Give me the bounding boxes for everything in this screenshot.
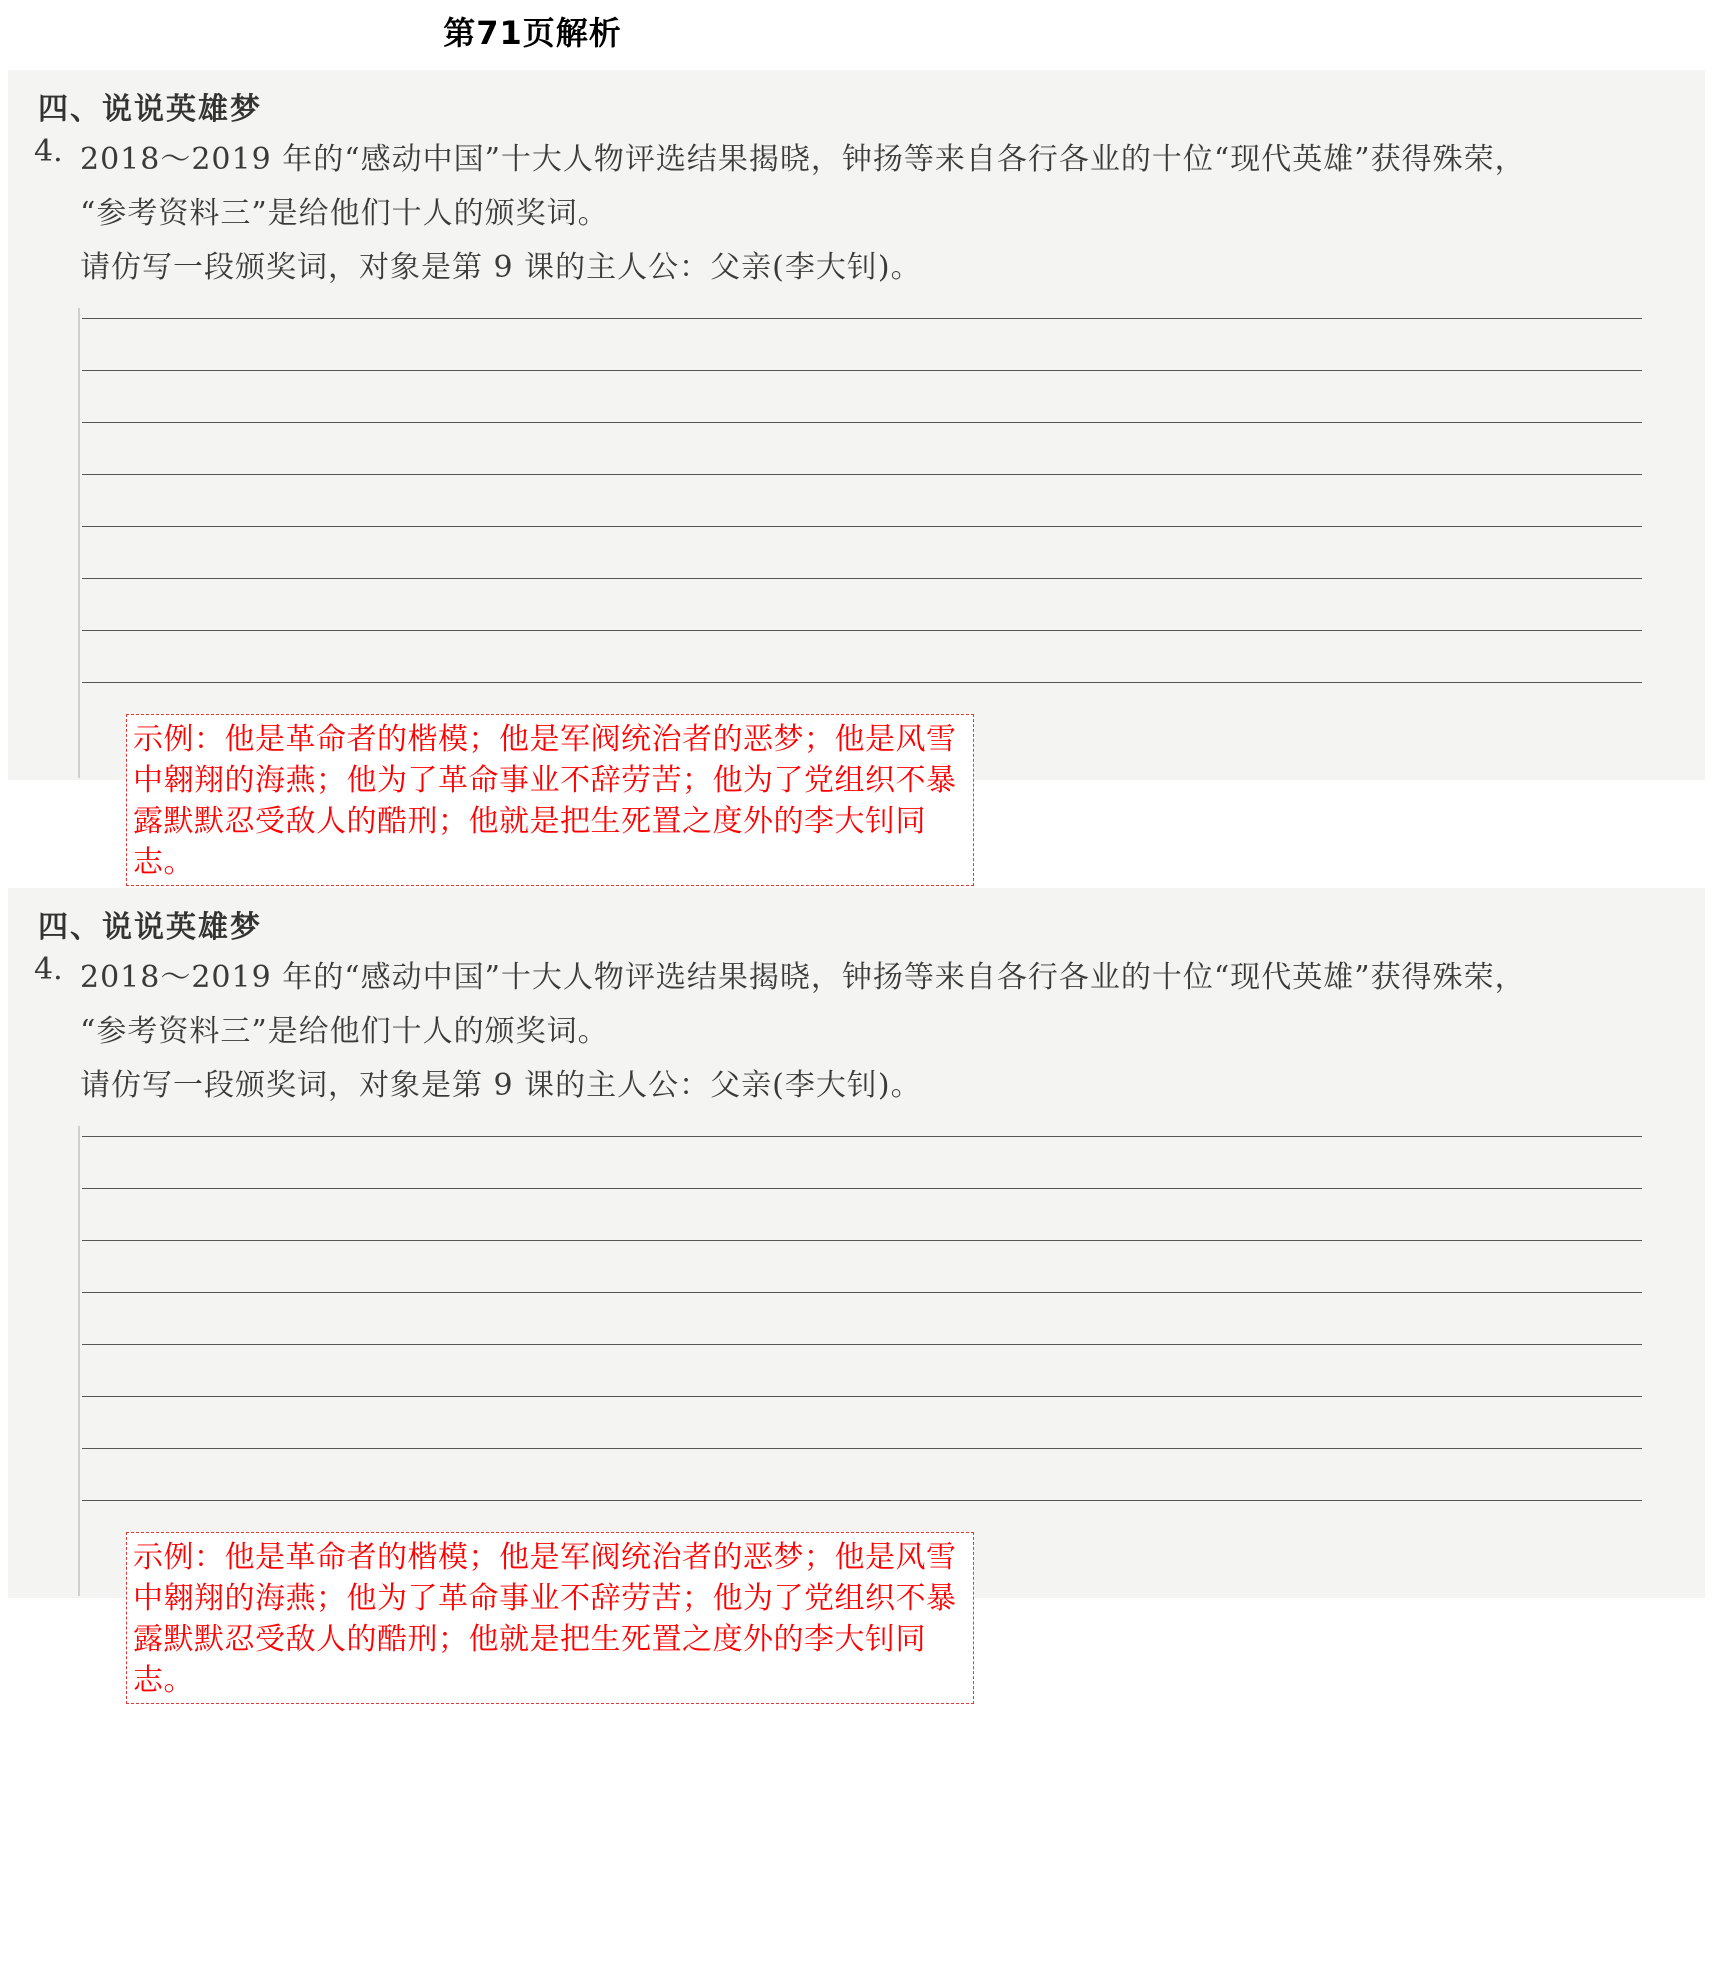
answer-box [126, 1532, 974, 1704]
answer-writing-line [82, 578, 1642, 579]
answer-box [126, 714, 974, 886]
answer-writing-line [82, 630, 1642, 631]
answer-writing-line [82, 422, 1642, 423]
question-scan-2 [8, 888, 1705, 1598]
question-line-1: 2018～2019 年的“感动中国”十大人物评选结果揭晓，钟扬等来自各行各业的十位“现代英雄”获得殊荣， [80, 960, 1526, 995]
answer-writing-line [82, 1500, 1642, 1501]
question-number: 4. [34, 952, 63, 987]
question-scan-1 [8, 70, 1705, 780]
answer-writing-line [82, 1188, 1642, 1189]
margin-rule [78, 308, 80, 778]
answer-text: 示例：他是革命者的楷模；他是军阀统治者的恶梦；他是风雪中翱翔的海燕；他为了革命事业不辞劳苦；他为了党组织不暴露默默忍受敌人的酷刑；他就是把生死置之度外的李大钊同志。 [133, 722, 957, 880]
answer-writing-line [82, 474, 1642, 475]
section-heading: 四、说说英雄梦 [38, 92, 262, 127]
question-line-3: 请仿写一段颁奖词，对象是第 9 课的主人公：父亲(李大钊)。 [80, 1068, 922, 1103]
page-title: 第71页解析 [443, 14, 622, 52]
answer-text: 示例：他是革命者的楷模；他是军阀统治者的恶梦；他是风雪中翱翔的海燕；他为了革命事业不辞劳苦；他为了党组织不暴露默默忍受敌人的酷刑；他就是把生死置之度外的李大钊同志。 [133, 1540, 957, 1698]
question-line-1: 2018～2019 年的“感动中国”十大人物评选结果揭晓，钟扬等来自各行各业的十位“现代英雄”获得殊荣， [80, 142, 1526, 177]
answer-writing-line [82, 370, 1642, 371]
question-number: 4. [34, 134, 63, 169]
margin-rule [78, 1126, 80, 1596]
answer-writing-line [82, 1396, 1642, 1397]
answer-writing-line [82, 1344, 1642, 1345]
answer-writing-line [82, 1292, 1642, 1293]
answer-writing-line [82, 1136, 1642, 1137]
answer-writing-line [82, 526, 1642, 527]
question-line-3: 请仿写一段颁奖词，对象是第 9 课的主人公：父亲(李大钊)。 [80, 250, 922, 285]
answer-writing-line [82, 318, 1642, 319]
answer-writing-line [82, 1240, 1642, 1241]
answer-writing-line [82, 682, 1642, 683]
question-line-2: “参考资料三”是给他们十人的颁奖词。 [80, 1014, 609, 1049]
section-heading: 四、说说英雄梦 [38, 910, 262, 945]
question-line-2: “参考资料三”是给他们十人的颁奖词。 [80, 196, 609, 231]
answer-writing-line [82, 1448, 1642, 1449]
